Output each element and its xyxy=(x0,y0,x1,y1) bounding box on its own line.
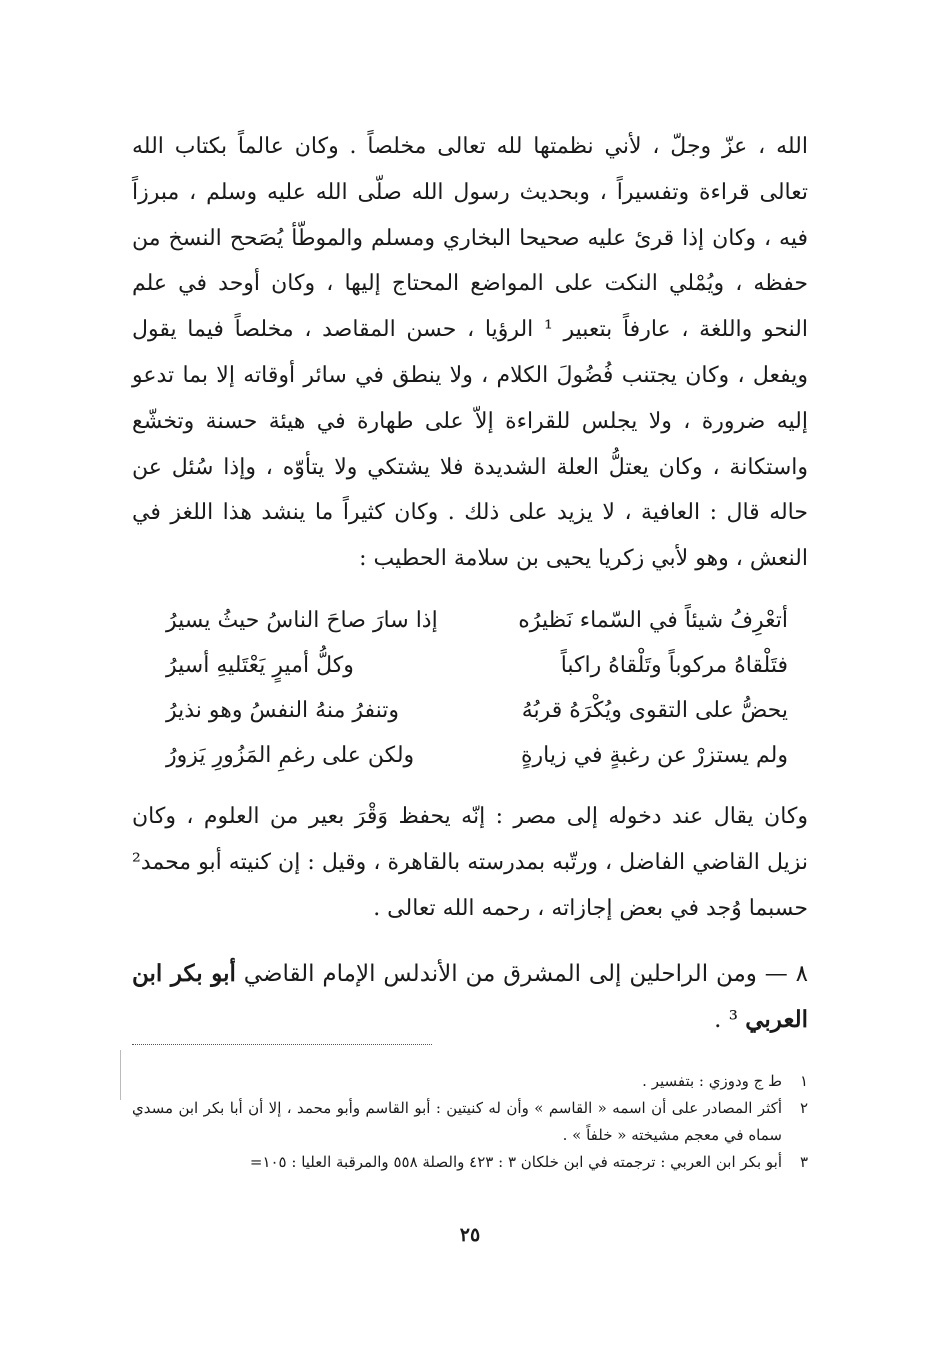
footnote xyxy=(132,1068,808,1095)
poem-hemistich-left: إذا سارَ صاحَ الناسُ حيثُ يسيرُ xyxy=(166,607,438,633)
page-number: ٢٥ xyxy=(459,1224,481,1246)
footnote-divider xyxy=(132,1044,432,1045)
poem-hemistich-left: ولكن على رغمِ المَزُورِ يَزورُ xyxy=(166,742,415,768)
body-paragraph-1: الله ، عزّ وجلّ ، لأني نظمتها لله تعالى مخلصاً . وكان عالماً بكتاب الله تعالى قراءة وتفسيراً ، وبحديث رسول الله صلّى الله عليه وسلم ، مبرزاً فيه ، وكان إذا قرئ عليه صحيحا البخاري ومسلم والموطّأ يُصَحح النسخ من حفظه ، ويُمْلي النكت على المواضع المحتاج إليها ، وكان أوحد في علم النحو واللغة ، عارفاً بتعبير ¹ الرؤيا ، حسن المقاصد ، مخلصاً فيما يقول ويفعل ، وكان يجتنب فُضُولَ الكلام ، ولا ينطق في سائر أوقاته إلا بما تدعو إليه ضرورة ، ولا يجلس للقراءة إلاّ على طهارة في هيئة حسنة وتخشّع واستكانة ، وكان يعتلُّ العلة الشديدة فلا يشتكي ولا يتأوّه ، وإذا سُئل عن حاله قال : العافية ، لا يزيد على ذلك . وكان كثيراً ما ينشد هذا اللغز في النعش ، وهو لأبي زكريا يحيى بن سلامة الحطيب : xyxy=(132,134,808,572)
footnotes xyxy=(132,1068,808,1176)
margin-mark xyxy=(120,1050,122,1100)
section-heading-name: أبو بكر ابن العربي xyxy=(132,960,808,1034)
poem-verse xyxy=(166,598,788,643)
document-page xyxy=(132,124,808,1254)
footnote-text: ط ج ودوزي : بتفسير . xyxy=(642,1072,782,1090)
footnote-number: ٢ xyxy=(799,1099,808,1117)
footnote-number: ١ xyxy=(799,1072,808,1090)
poem-verse xyxy=(166,733,788,778)
footnote-text: أكثر المصادر على أن اسمه « القاسم » وأن له كنيتين : أبو القاسم وأبو محمد ، إلا أن أبا بكر ابن مسدي سماه في معجم مشيخته « خلفاً » . xyxy=(132,1099,782,1144)
footnote-number: ٣ xyxy=(799,1153,808,1171)
poem-hemistich-right: فتَلْقاهُ مركوباً وتَلْقاهُ راكباً xyxy=(560,652,788,678)
section-heading-suffix: ³ . xyxy=(714,1007,738,1034)
footnote-text: أبو بكر ابن العربي : ترجمته في ابن خلكان ٣ : ٤٢٣ والصلة ٥٥٨ والمرقبة العليا : ١٠٥= xyxy=(249,1153,782,1171)
poem-hemistich-left: وكلُّ أميرٍ يَعْتَليهِ أسيرُ xyxy=(166,652,354,678)
poem-verse xyxy=(166,643,788,688)
poem-verse xyxy=(166,688,788,733)
poem-hemistich-right: يحضُّ على التقوى ويُكْرَهُ قربُهُ xyxy=(521,697,788,723)
footnote xyxy=(132,1149,808,1176)
section-heading-prefix: ٨ — ومن الراحلين إلى المشرق من الأندلس الإمام القاضي xyxy=(243,961,808,988)
footnote xyxy=(132,1095,808,1149)
section-heading xyxy=(132,951,808,1043)
poem-hemistich-right: أتعْرِفُ شيئاً في السّماء نَظيرُه xyxy=(518,607,788,633)
poem xyxy=(132,598,808,778)
poem-hemistich-left: وتنفرُ منهُ النفسُ وهو نذيرُ xyxy=(166,697,399,723)
poem-hemistich-right: ولم يستزرْ عن رغبةٍ في زيارةٍ xyxy=(521,742,788,768)
body-paragraph-2: وكان يقال عند دخوله إلى مصر : إنّه يحفظ وَقْرَ بعير من العلوم ، وكان نزيل القاضي الفاضل ، ورتّبه بمدرسته بالقاهرة ، وقيل : إن كنيته أبو محمد² حسبما وُجد في بعض إجازاته ، رحمه الله تعالى . xyxy=(132,803,808,921)
